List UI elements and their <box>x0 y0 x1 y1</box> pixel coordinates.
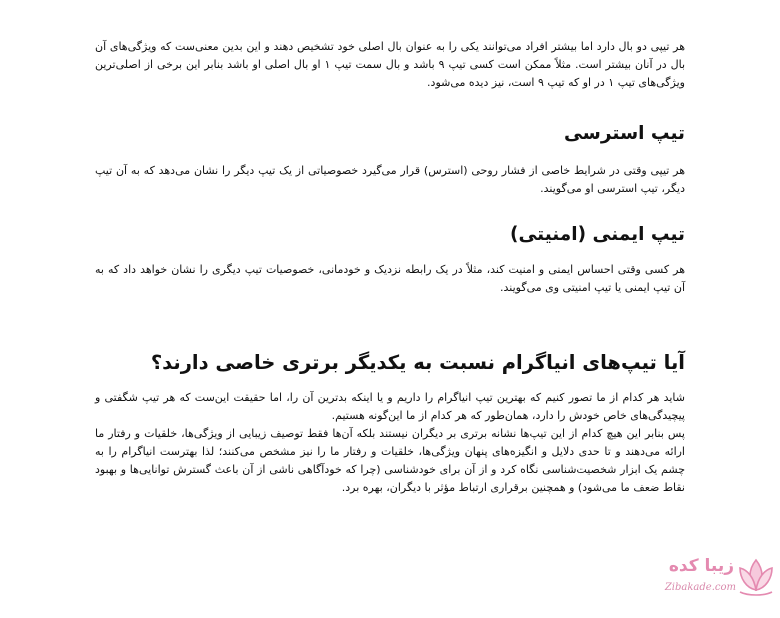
intro-paragraph: هر تیپی دو بال دارد اما بیشتر افراد می‌توانند یکی را به عنوان بال اصلی خود تشخیص دهند و این بدین معنی‌ست که ویژگی‌های آن بال در آنان بیشتر است. مثلاً ممکن است کسی تیپ ۹ باشد و بال سمت تیپ ۱ او بال اصلی او باشد بنابر این برخی از اصلی‌ترین ویژگی‌های تیپ ۱ در او که تیپ ۹ است، نیز دیده می‌شود. <box>95 40 686 89</box>
stress-type-paragraph: هر تیپی وقتی در شرایط خاصی از فشار روحی (استرس) قرار می‌گیرد خصوصیاتی از یک تیپ دیگر را نشان می‌دهد که به آن تیپ دیگر، تیپ استرسی او می‌گویند. <box>95 164 685 195</box>
logo-url: Zibakade.com <box>664 582 736 593</box>
superiority-heading: آیا تیپ‌های انیاگرام نسبت به یکدیگر برتری خاصی دارند؟ <box>150 351 685 374</box>
site-logo[interactable] <box>628 550 778 608</box>
superiority-paragraph-2: پس بنابر این هیچ کدام از این تیپ‌ها نشانه برتری بر دیگران نیستند بلکه آن‌ها فقط توصیف زیبایی از ویژگی‌ها، خلقیات و رفتار ما ارائه می‌دهند و تا حدی دلایل و انگیزه‌های پنهان ویژگی‌ها، خلقیات و رفتار ما را نیز مشخص می‌کنند؛ لذا بهترست انیاگرام را به چشم یک ابزار شخصیت‌شناسی نگاه کرد و از آن برای خودشناسی (چرا که خودآگاهی ناشی از آن باعث گسترش توانایی‌ها و بهبود نقاط ضعف ما می‌شود) و همچنین برقراری ارتباط مؤثر با دیگران، بهره برد. <box>95 427 685 494</box>
lotus-icon <box>734 550 778 598</box>
security-type-heading: تیپ ایمنی (امنیتی) <box>509 224 685 245</box>
logo-text: زیبا کده <box>668 556 734 576</box>
security-type-paragraph: هر کسی وقتی احساس ایمنی و امنیت کند، مثلاً در یک رابطه نزدیک و خودمانی، خصوصیات تیپ دیگری را نشان خواهد داد که به آن تیپ ایمنی یا تیپ امنیتی وی می‌گویند. <box>95 263 685 294</box>
article <box>95 38 685 497</box>
stress-type-heading: تیپ استرسی <box>563 123 685 144</box>
superiority-paragraph-1: شاید هر کدام از ما تصور کنیم که بهترین تیپ انیاگرام را داریم و یا اینکه بدترین آن را، اما حقیقت این‌ست که هر تیپ شگفتی و پیچیدگی‌های خاص خودش را دارد، همان‌طور که هر کدام از ما این‌گونه هستیم. <box>95 391 685 422</box>
